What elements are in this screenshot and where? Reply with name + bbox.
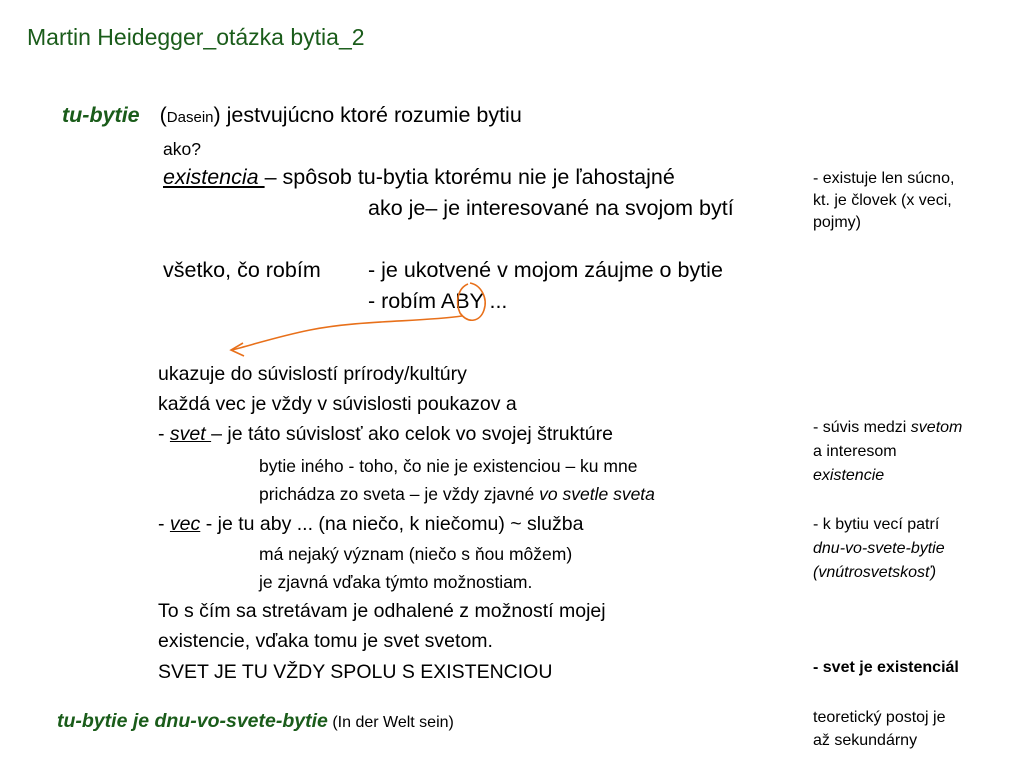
existencia-term: existencia: [163, 165, 265, 189]
side-note-5-line-1: teoretický postoj je: [813, 709, 946, 726]
vec-dash: -: [158, 513, 170, 535]
side-note-5: [813, 706, 946, 752]
existencia-continuation: ako je– je interesované na svojom bytí: [368, 196, 734, 220]
vsetko-label: všetko, čo robím: [163, 258, 321, 282]
conclusion-line-3: SVET JE TU VŽDY SPOLU S EXISTENCIOU: [158, 661, 553, 683]
footer-term: tu-bytie je dnu-vo-svete-bytie: [57, 710, 328, 732]
svet-line-5: [259, 484, 655, 505]
svet-dash: -: [158, 423, 170, 445]
dasein-word: Dasein: [166, 109, 214, 126]
svet-line-4: bytie iného - toho, čo nie je existenciou – ku mne: [259, 456, 638, 476]
svet-term: svet: [169, 423, 212, 445]
conclusion-line-2: existencie, vďaka tomu je svet svetom.: [158, 630, 493, 652]
side-note-2: [813, 416, 962, 488]
side-note-1-line-2: kt. je človek (x veci,: [813, 192, 952, 209]
vec-term: vec: [169, 513, 201, 535]
vec-line: [158, 513, 583, 536]
side-note-2-line-1: [813, 416, 962, 440]
vec-line-3: je zjavná vďaka týmto možnostiam.: [259, 572, 533, 592]
existencia-text: – spôsob tu-bytia ktorému nie je ľahostajné: [264, 165, 675, 189]
side-note-4: - svet je existenciál: [813, 659, 959, 676]
side-note-2-line-1a: - súvis medzi: [813, 419, 911, 436]
side-note-3-line-3: (vnútrosvetskosť): [813, 564, 937, 581]
vec-line-2: má nejaký význam (niečo s ňou môžem): [259, 544, 573, 564]
svet-line-5b: vo svetle sveta: [539, 484, 655, 504]
page-title: Martin Heidegger_otázka bytia_2: [27, 24, 365, 50]
side-note-1-line-1: - existuje len súcno,: [813, 170, 955, 187]
vsetko-item-1: - je ukotvené v mojom záujme o bytie: [368, 258, 723, 282]
side-note-1: [813, 168, 954, 234]
vsetko-item-2: - robím ABY ...: [368, 289, 508, 313]
side-note-1-line-3: pojmy): [813, 214, 862, 231]
footer-paren: (In der Welt sein): [332, 714, 454, 731]
side-note-3-line-1: - k bytiu vecí patrí: [813, 516, 940, 533]
svet-def: – je táto súvislosť ako celok vo svojej štruktúre: [211, 423, 613, 445]
svet-line-1: ukazuje do súvislostí prírody/kultúry: [158, 363, 467, 385]
side-note-3: [813, 513, 945, 585]
vec-def: - je tu aby ... (na niečo, k niečomu) ~ služba: [200, 513, 584, 535]
conclusion-line-1: To s čím sa stretávam je odhalené z možností mojej: [158, 600, 606, 622]
svet-line-3: [158, 423, 613, 446]
side-note-2-line-1b: svetom: [910, 419, 963, 436]
svet-line-2: každá vec je vždy v súvislosti poukazov a: [158, 393, 517, 415]
paren-open: (: [159, 103, 167, 127]
side-note-3-line-2: dnu-vo-svete-bytie: [813, 540, 945, 557]
definition-text: ) jestvujúcno ktoré rozumie bytiu: [213, 103, 522, 127]
svet-line-5a: prichádza zo sveta – je vždy zjavné: [259, 484, 540, 504]
side-note-5-line-2: až sekundárny: [813, 732, 918, 749]
side-note-2-line-3: existencie: [813, 467, 885, 484]
footer-line: [57, 710, 454, 733]
tu-bytie-term: tu-bytie: [62, 103, 140, 127]
side-note-2-line-2: a interesom: [813, 443, 897, 460]
ako-question: ako?: [163, 139, 201, 159]
